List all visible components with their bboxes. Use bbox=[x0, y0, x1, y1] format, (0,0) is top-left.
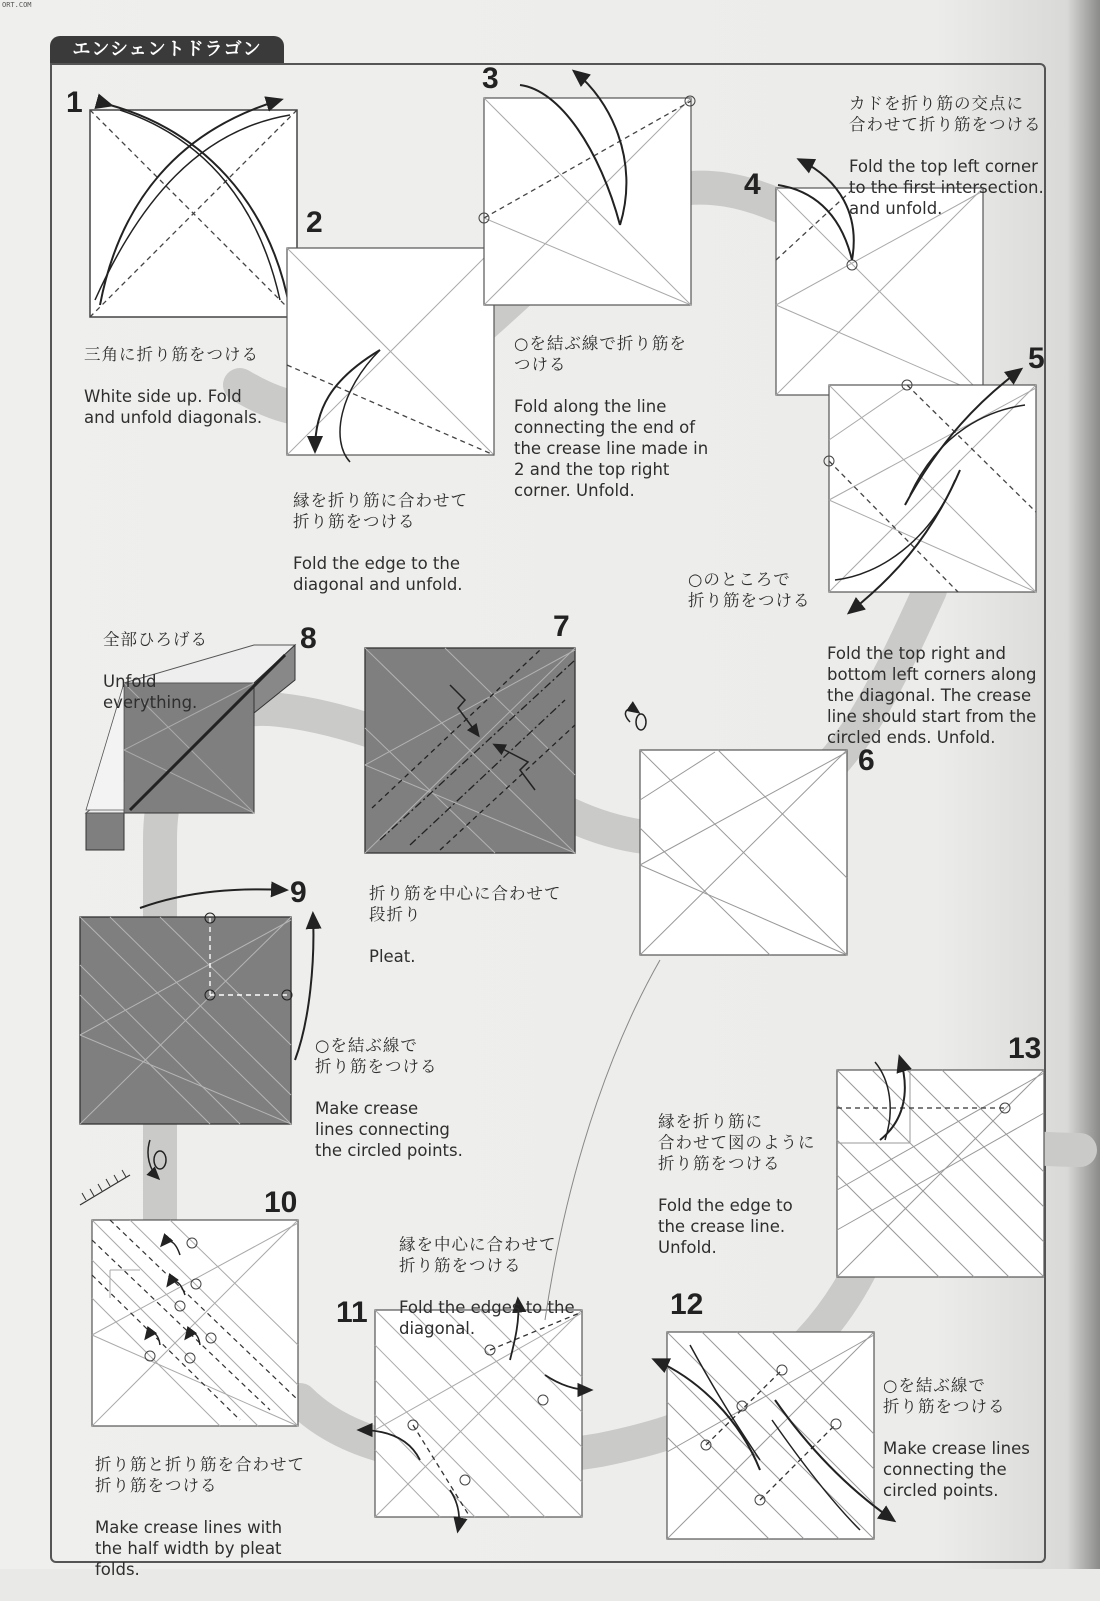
step5-caption-en-block bbox=[827, 622, 1037, 769]
step1-caption-en: White side up. Fold and unfold diagonals. bbox=[84, 387, 263, 427]
step13-caption bbox=[658, 1090, 816, 1279]
step2-diagram bbox=[287, 248, 494, 462]
step2-caption-jp: 縁を折り筋に合わせて 折り筋をつける bbox=[293, 491, 468, 531]
step3-diagram bbox=[479, 72, 695, 305]
step5-caption-jp: ○のところで 折り筋をつける bbox=[688, 570, 811, 610]
step-number-12: 12 bbox=[670, 1288, 704, 1321]
step4-caption-en: Fold the top left corner to the first intersection. and unfold. bbox=[849, 157, 1044, 218]
step10-caption-jp: 折り筋と折り筋を合わせて 折り筋をつける bbox=[95, 1455, 305, 1495]
step7-caption-jp: 折り筋を中心に合わせて 段折り bbox=[369, 884, 562, 924]
step13-caption-en: Fold the edge to the crease line. Unfold. bbox=[658, 1196, 793, 1257]
step6-diagram bbox=[625, 709, 847, 955]
step8-caption-en: Unfold everything. bbox=[103, 672, 198, 712]
step-number-13: 13 bbox=[1008, 1032, 1042, 1065]
step13-diagram bbox=[837, 1058, 1044, 1277]
step-number-9: 9 bbox=[290, 876, 307, 909]
step1-caption-jp: 三角に折り筋をつける bbox=[84, 345, 259, 364]
step-number-8: 8 bbox=[300, 622, 317, 655]
step3-caption-en: Fold along the line connecting the end of the crease line made in 2 and the top right corner. Unfold. bbox=[514, 397, 709, 500]
step-number-2: 2 bbox=[306, 206, 323, 239]
step7-caption bbox=[369, 862, 562, 988]
step4-caption bbox=[849, 72, 1044, 240]
step8-caption bbox=[103, 608, 208, 734]
step1-caption bbox=[84, 323, 262, 449]
step4-caption-jp: カドを折り筋の交点に 合わせて折り筋をつける bbox=[849, 94, 1042, 134]
step3-caption-jp: ○を結ぶ線で折り筋を つける bbox=[514, 334, 687, 374]
step10-caption-en: Make crease lines with the half width by pleat folds. bbox=[95, 1518, 283, 1579]
step5-caption-en: Fold the top right and bottom left corners along the diagonal. The crease line should start from the circled ends. Unfold. bbox=[827, 644, 1037, 747]
step5-caption-jp-block bbox=[688, 548, 811, 632]
step12-caption bbox=[883, 1354, 1030, 1522]
step13-caption-jp: 縁を折り筋に 合わせて図のように 折り筋をつける bbox=[658, 1112, 816, 1173]
step9-caption-en: Make crease lines connecting the circled points. bbox=[315, 1099, 463, 1160]
step7-caption-en: Pleat. bbox=[369, 947, 416, 966]
corner-mark: ORT.COM bbox=[2, 1, 32, 9]
step11-caption bbox=[399, 1213, 575, 1360]
step-number-7: 7 bbox=[553, 610, 570, 643]
step-number-11: 11 bbox=[336, 1296, 368, 1329]
step2-caption-en: Fold the edge to the diagonal and unfold. bbox=[293, 554, 463, 594]
step7-diagram bbox=[365, 648, 575, 853]
step1-diagram bbox=[90, 100, 297, 317]
step9-caption bbox=[315, 1014, 463, 1182]
step12-caption-en: Make crease lines connecting the circled points. bbox=[883, 1439, 1030, 1500]
step11-caption-jp: 縁を中心に合わせて 折り筋をつける bbox=[399, 1235, 557, 1275]
step-number-3: 3 bbox=[482, 62, 499, 95]
step8-caption-jp: 全部ひろげる bbox=[103, 630, 208, 649]
step9-diagram bbox=[80, 889, 313, 1178]
step5-diagram bbox=[824, 370, 1036, 612]
page-title: エンシェントドラゴン bbox=[50, 36, 284, 64]
step-number-1: 1 bbox=[66, 86, 83, 119]
step12-caption-jp: ○を結ぶ線で 折り筋をつける bbox=[883, 1376, 1006, 1416]
step2-caption bbox=[293, 469, 468, 616]
step10-caption bbox=[95, 1433, 305, 1601]
step9-caption-jp: ○を結ぶ線で 折り筋をつける bbox=[315, 1036, 438, 1076]
step-number-10: 10 bbox=[264, 1186, 298, 1219]
step3-caption bbox=[514, 312, 708, 522]
step12-diagram bbox=[655, 1332, 893, 1539]
step-number-5: 5 bbox=[1028, 342, 1045, 375]
step-number-6: 6 bbox=[858, 744, 875, 777]
step11-caption-en: Fold the edges to the diagonal. bbox=[399, 1298, 575, 1338]
step-number-4: 4 bbox=[744, 168, 761, 201]
